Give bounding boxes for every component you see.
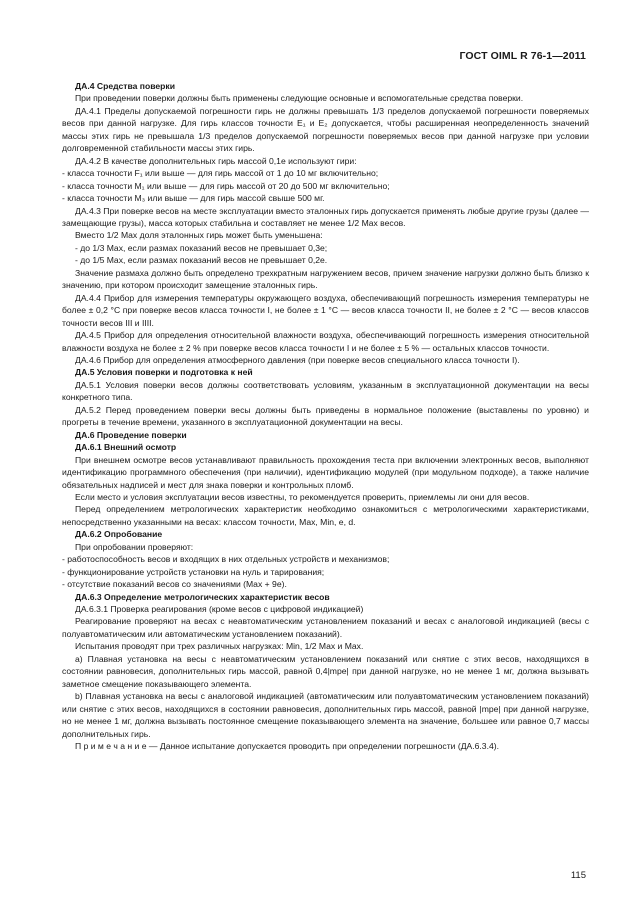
paragraph: - отсутствие показаний весов со значениями (Max + 9e). [62,579,287,590]
page-number: 115 [570,870,586,881]
paragraph: ДА.4.6 Прибор для определения атмосферного давления (при поверке весов специального класса точности I). [75,354,520,365]
paragraph: ДА.5.1 Условия поверки весов должны соответствовать условиям, указанным в эксплуатационной документации на весы конкретного типа. [62,379,589,403]
paragraph: - до 1/5 Max, если размах показаний весов не превышает 0,2e. [75,255,328,266]
paragraph: ДА.4.1 Пределы допускаемой погрешности гирь не должны превышать 1/3 пределов допускаемой погрешности поверяемых весов при данной нагрузке. Для гирь классов точности E₁ и E₂ допускается, чтобы расширенная неопределенность значений массы этих гирь не превышала 1/3 пределов допускаемой погрешности поверяемых весов при данной нагрузке при условии долговременной стабильности массы этих гирь. [62,105,589,154]
paragraph: - класса точности F₁ или выше — для гирь массой от 1 до 10 мг включительно; [62,168,379,179]
paragraph: ДА.4.3 При поверке весов на месте эксплуатации вместо эталонных гирь допускается применять любые другие грузы (далее — замещающие грузы), масса которых стабильна и составляет не менее 1/2 Max весов. [62,205,589,228]
paragraph: ДА.5.2 Перед проведением поверки весы должны быть приведены в нормальное положение (выставлены по уровню) и прогреты в течение времени, указанного в эксплуатационной документации на весы. [62,404,589,428]
paragraph: При опробовании проверяют: [75,541,194,552]
paragraph: a) Плавная установка на весы с неавтоматическим установлением показаний или снятие с этих весов, находящихся в состоянии равновесия, дополнительных гирь массой, равной 0,4|mpe| при данной нагрузке, но не менее 1 мг, должна вызывать заметное смещение показывающего элемента. [62,653,589,689]
paragraph: - до 1/3 Max, если размах показаний весов не превышает 0,3e; [75,242,328,253]
paragraph: - работоспособность весов и входящих в них отдельных устройств и механизмов; [62,554,390,565]
paragraph: b) Плавная установка на весы с аналоговой индикацией (автоматическим или полуавтоматическим установлением показаний) или снятие с этих весов, находящихся в состоянии равновесия, дополнительных гирь массой, равной |mpe| при данной нагрузке, но не менее 1 мг, должна вызывать постоянное смещение показывающего элемента на значение, большее или равное 0,7 массы дополнительных гирь. [62,691,589,739]
section-heading: ДА.4 Средства поверки [75,81,176,91]
document-body [62,80,589,752]
paragraph: ДА.4.2 В качестве дополнительных гирь массой 0,1e используют гири: [75,155,357,166]
paragraph: ДА.4.5 Прибор для определения относительной влажности воздуха, обеспечивающий погрешность измерения относительной влажности воздуха не более ± 2 % при поверке весов класса точности I и не более ± 5 % — остальных классов точности. [62,330,589,353]
paragraph: - функционирование устройств установки на нуль и тарирования; [62,566,325,577]
paragraph: ДА.6.3.1 Проверка реагирования (кроме весов с цифровой индикацией) [75,604,364,615]
paragraph: При проведении поверки должны быть применены следующие основные и вспомогательные средства поверки. [75,93,524,104]
paragraph: ДА.4.4 Прибор для измерения температуры окружающего воздуха, обеспечивающий погрешность измерения температуры не более ± 0,2 °С при поверке весов класса точности I, не более ± 1 °С — весов класса точности II, не более ± 2 °С — весов классов точности весов III и IIII. [62,292,589,328]
section-heading: ДА.6.3 Определение метрологических характеристик весов [75,591,330,602]
paragraph: - класса точности M₃ или выше — для гирь массой свыше 500 мг. [62,193,325,204]
section-heading: ДА.6.1 Внешний осмотр [75,442,177,453]
section-heading: ДА.5 Условия поверки и подготовка к ней [75,367,253,378]
paragraph: П р и м е ч а н и е — Данное испытание допускается проводить при определении погрешности (ДА.6.3.4). [75,741,500,752]
document-header: ГОСТ OIML R 76-1—2011 [459,50,586,62]
paragraph: Если место и условия эксплуатации весов известны, то рекомендуется проверить, приемлемы ли они для весов. [75,491,530,502]
paragraph: Реагирование проверяют на весах с неавтоматическим установлением показаний и весах с аналоговой индикацией (весы с полуавтоматическим или автоматическим установлением показаний). [62,616,589,639]
paragraph: - класса точности M₁ или выше — для гирь массой от 20 до 500 мг включительно; [62,180,390,191]
paragraph: Вместо 1/2 Max доля эталонных гирь может быть уменьшена: [75,230,323,241]
section-heading: ДА.6 Проведение поверки [75,429,187,440]
paragraph: Значение размаха должно быть определено трехкратным нагружением весов, причем значение нагрузки должно быть близко к значению, при котором происходит замещение эталонных гирь. [62,267,589,291]
paragraph: При внешнем осмотре весов устанавливают правильность прохождения теста при включении электронных весов, выполняют идентификацию программного обеспечения (при наличии), идентификацию модулей (при модульном подходе), а также наличие обязательных надписей и мест для знака поверки и контрольных пломб. [62,454,589,490]
section-heading: ДА.6.2 Опробование [75,529,163,540]
paragraph: Перед определением метрологических характеристик необходимо ознакомиться с метрологическими характеристиками, непосредственно указанными на весах: классом точности, Max, Min, e, d. [62,504,589,527]
paragraph: Испытания проводят при трех различных нагрузках: Min, 1/2 Max и Max. [75,641,364,652]
